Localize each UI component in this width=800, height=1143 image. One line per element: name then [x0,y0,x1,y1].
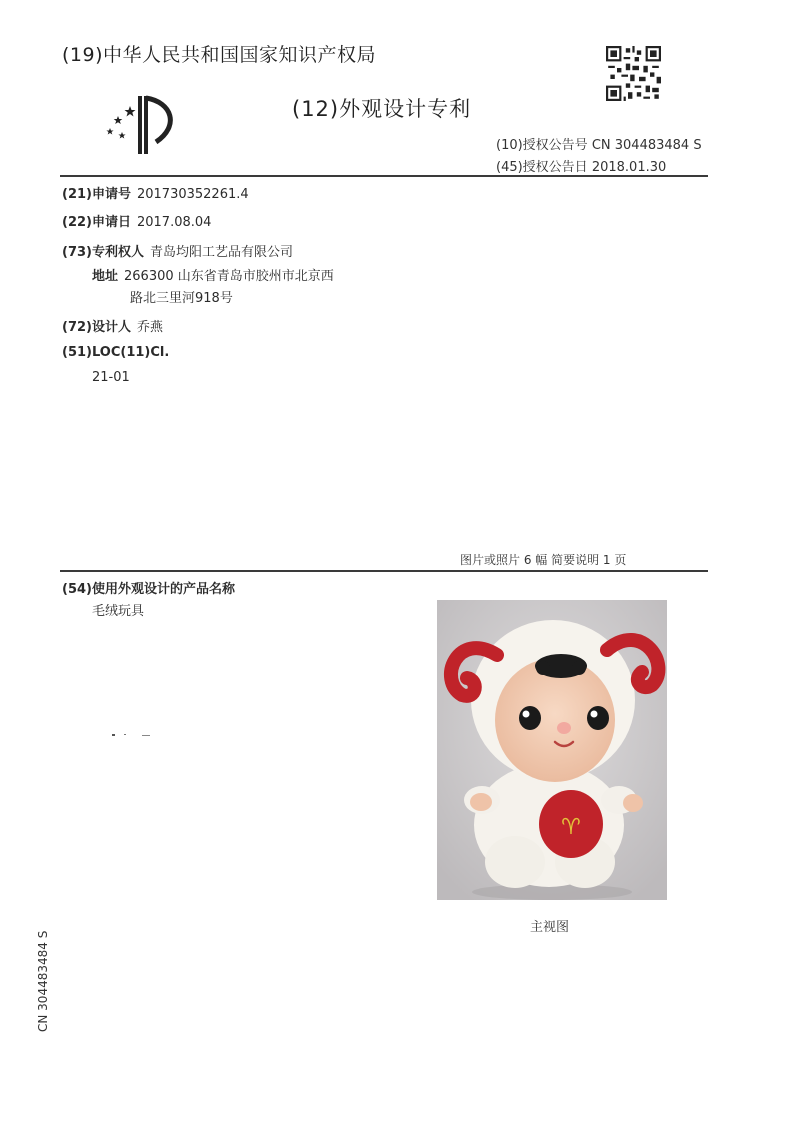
publication-date: (45)授权公告日 2018.01.30 [496,160,667,175]
designer: (72)设计人 乔燕 [62,320,163,335]
header-divider [60,175,708,177]
loc-classification-value: 21-01 [92,370,130,385]
page-info: 图片或照片 6 幅 简要说明 1 页 [460,553,627,567]
side-publication-number: CN 304483484 S [36,930,50,1032]
document-type-title: (12)外观设计专利 [292,97,472,121]
patentee: (73)专利权人 青岛均阳工艺品有限公司 [62,245,293,260]
qr-code-icon [606,46,661,101]
figure-caption: 主视图 [530,920,570,935]
publication-number: (10)授权公告号 CN 304483484 S [496,138,702,153]
address-line-1: 地址 266300 山东省青岛市胶州市北京西 [92,269,334,284]
address-line-2: 路北三里河918号 [130,291,233,306]
section-divider [60,570,708,572]
application-date: (22)申请日 2017.08.04 [62,215,212,230]
loc-classification-label: (51)LOC(11)Cl. [62,345,170,360]
application-number: (21)申请号 201730352261.4 [62,187,249,202]
scan-speck [112,734,152,736]
aries-symbol: ♈ [561,815,581,840]
office-name: (19)中华人民共和国国家知识产权局 [62,44,377,66]
cnipa-emblem-icon [100,92,184,158]
product-name: 毛绒玩具 [92,604,145,619]
product-name-label: (54)使用外观设计的产品名称 [62,582,235,597]
front-view-photo [437,600,667,900]
plush-sheep-toy-image [437,600,667,900]
